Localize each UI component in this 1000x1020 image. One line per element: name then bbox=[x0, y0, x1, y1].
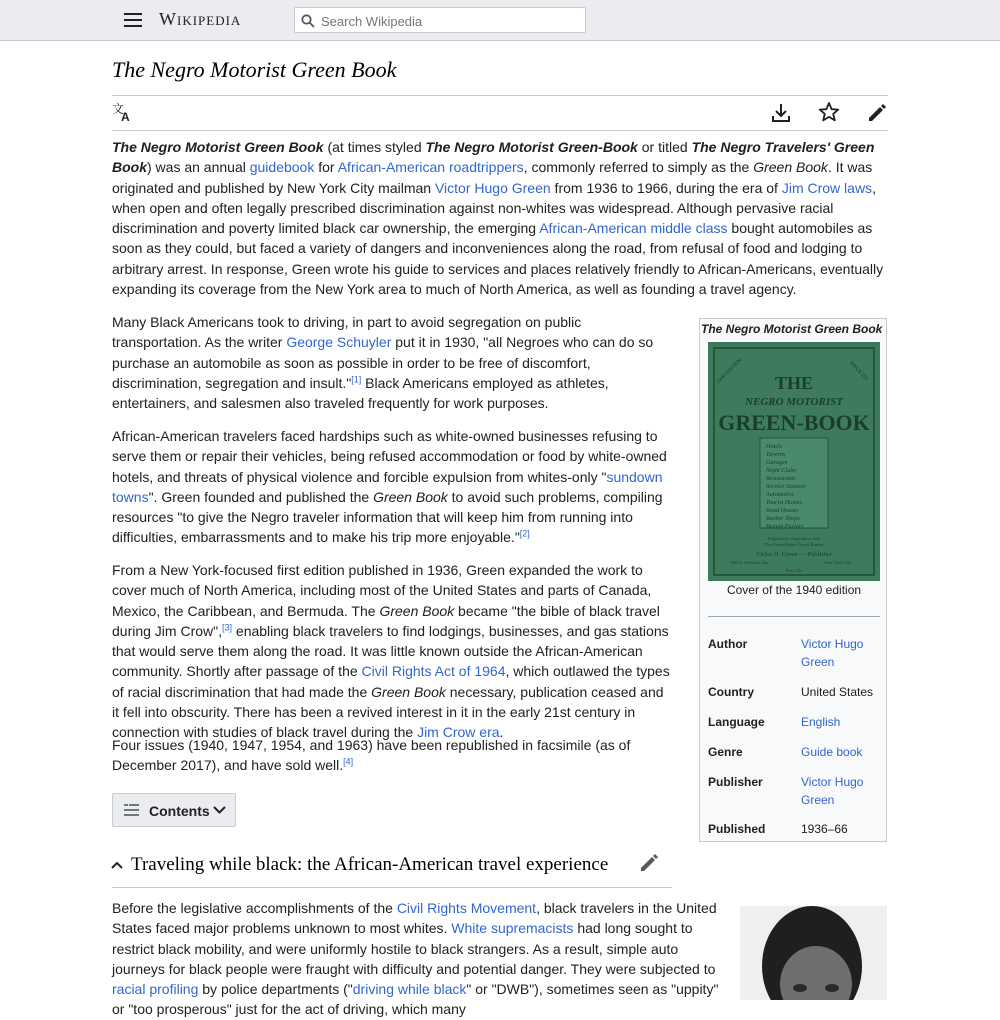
svg-text:Victor H. Green — Publisher: Victor H. Green — Publisher bbox=[756, 551, 832, 558]
svg-text:Tourist Homes: Tourist Homes bbox=[766, 499, 803, 506]
link-sundown-towns[interactable]: sundown towns bbox=[112, 468, 663, 505]
cover-line3: GREEN-BOOK bbox=[718, 410, 870, 435]
language-icon[interactable] bbox=[111, 101, 135, 125]
country-label: Country bbox=[708, 685, 754, 699]
link-african-american-middle-class[interactable]: African-American middle class bbox=[539, 220, 728, 237]
link-jim-crow-era[interactable]: Jim Crow era bbox=[417, 724, 500, 741]
svg-text:Hotels: Hotels bbox=[766, 443, 783, 450]
contents-label: Contents bbox=[149, 803, 210, 819]
download-icon[interactable] bbox=[770, 102, 794, 126]
svg-text:Garages: Garages bbox=[766, 459, 788, 466]
link-george-schuyler[interactable]: George Schuyler bbox=[286, 334, 392, 351]
edit-icon[interactable] bbox=[866, 102, 890, 126]
search-box[interactable] bbox=[294, 7, 586, 33]
section-divider bbox=[112, 887, 672, 888]
publisher-label: Publisher bbox=[708, 775, 763, 789]
cover-caption: Cover of the 1940 edition bbox=[726, 583, 862, 597]
infobox bbox=[699, 318, 887, 842]
svg-text:Restaurants: Restaurants bbox=[766, 475, 796, 482]
publisher-link[interactable]: Victor Hugo Green bbox=[801, 775, 864, 807]
intro-paragraph: The Negro Motorist Green Book (at times styled The Negro Motorist Green-Book or titled The Negro Travelers' Green Book) was an annual guidebook for African-American roadtrippers, commonly referred to simply as the Green Book. It was originated and published by New York City mailman Victor Hugo Green from 1936 to 1966, during the era of Jim Crow laws, when open and often legally prescribed discrimination against non-whites was widespread. Although pervasive racial discrimination and poverty limited black car ownership, the emerging African-American middle class bought automobiles as soon as they could, but faced a variety of dangers and inconveniences along the road, from refusal of food and lodging to arbitrary arrest. In response, Green wrote his guide to services and places relatively friendly to African-Americans, eventually expanding its coverage from the New York area to much of North America, as well as founding a travel agency. bbox=[112, 139, 884, 298]
cover-right-corner: PRICE 25c bbox=[847, 360, 870, 383]
link-white-supremacists[interactable]: White supremacists bbox=[451, 920, 574, 937]
search-input[interactable] bbox=[319, 10, 583, 32]
page-title: The Negro Motorist Green Book bbox=[112, 57, 397, 82]
svg-text:Taverns: Taverns bbox=[766, 451, 786, 458]
published-label: Published bbox=[708, 822, 766, 836]
paragraph-driving: Many Black Americans took to driving, in part to avoid segregation on public transportation. As the writer George Schuyler put it in 1930, "all Negroes who can do so purchase an automobile as soon as possible in order to be free of discomfort, discrimination, segregation and insult."[1] Black Americans employed as athletes, entertainers, and salesmen also traveled frequently for work purposes. bbox=[112, 314, 654, 412]
link-jim-crow-laws[interactable]: Jim Crow laws bbox=[781, 179, 873, 196]
portrait-photo[interactable] bbox=[740, 906, 887, 1000]
svg-text:The United States Travel Burea: The United States Travel Bureau bbox=[764, 542, 824, 547]
link-guidebook[interactable]: guidebook bbox=[249, 159, 315, 176]
published-value: 1936–66 bbox=[801, 822, 848, 836]
section-heading: Traveling while black: the African-American travel experience bbox=[131, 854, 609, 875]
svg-text:Prepared in cooperation with: Prepared in cooperation with bbox=[767, 536, 821, 541]
language-link[interactable]: English bbox=[801, 715, 841, 729]
link-civil-rights-act-1964[interactable]: Civil Rights Act of 1964 bbox=[361, 663, 506, 680]
svg-text:文: 文 bbox=[112, 102, 125, 116]
section-edit-icon[interactable] bbox=[638, 852, 662, 876]
genre-link[interactable]: Guide book bbox=[801, 745, 863, 759]
svg-text:938 St. Nicholas Ave.: 938 St. Nicholas Ave. bbox=[730, 560, 770, 565]
language-label: Language bbox=[708, 715, 765, 729]
contents-button[interactable] bbox=[112, 793, 236, 827]
svg-text:Road Houses: Road Houses bbox=[766, 507, 799, 514]
chevron-down-icon bbox=[213, 805, 226, 815]
cover-image[interactable] bbox=[708, 342, 880, 581]
reference-3[interactable]: [3] bbox=[222, 622, 233, 633]
wikipedia-wordmark[interactable]: Wikipedia bbox=[159, 9, 242, 29]
infobox-title: The Negro Motorist Green Book bbox=[701, 322, 883, 336]
link-african-american-roadtrippers[interactable]: African-American roadtrippers bbox=[337, 159, 524, 176]
reference-2[interactable]: [2] bbox=[519, 528, 530, 539]
contents-icon bbox=[124, 804, 140, 818]
svg-text:Night Clubs: Night Clubs bbox=[766, 467, 796, 474]
link-victor-hugo-green[interactable]: Victor Hugo Green bbox=[434, 179, 551, 196]
link-civil-rights-movement[interactable]: Civil Rights Movement bbox=[396, 900, 537, 916]
search-icon bbox=[301, 14, 315, 28]
cover-line1: THE bbox=[774, 373, 814, 393]
paragraph-expansion: From a New York-focused first edition published in 1936, Green expanded the work to cover much of North America, including most of the United States and parts of Canada, Mexico, the Caribbean, and Bermuda. The Green Book became "the bible of black travel during Jim Crow",[3] enabling black travelers to find lodgings, businesses, and gas stations that would serve them along the road. It was little known outside the African-American community. Shortly after passage of the Civil Rights Act of 1964, which outlawed the types of racial discrimination that had made the Green Book necessary, publication ceased and it fell into obscurity. There has been a revived interest in it in the early 21st century in connection with studies of black travel during the Jim Crow era. bbox=[112, 562, 670, 741]
author-label: Author bbox=[708, 637, 748, 651]
reference-1[interactable]: [1] bbox=[351, 374, 362, 385]
svg-text:Automotive: Automotive bbox=[766, 491, 795, 498]
link-driving-while-black[interactable]: driving while black bbox=[352, 981, 467, 998]
cover-line2: NEGRO MOTORIST bbox=[745, 396, 843, 408]
chevron-up-icon[interactable] bbox=[111, 860, 123, 870]
infobox-divider bbox=[708, 616, 880, 617]
svg-text:Service Stations: Service Stations bbox=[766, 483, 806, 490]
author-link[interactable]: Victor Hugo Green bbox=[801, 637, 864, 669]
svg-text:New York City: New York City bbox=[824, 560, 852, 565]
svg-text:A: A bbox=[121, 110, 130, 123]
genre-label: Genre bbox=[708, 745, 743, 759]
reference-4[interactable]: [4] bbox=[343, 756, 354, 767]
title-divider bbox=[112, 95, 888, 96]
star-icon[interactable] bbox=[818, 101, 842, 125]
section-paragraph: Before the legislative accomplishments of the Civil Rights Movement, black travelers in the United States faced major problems unknown to most whites. White supremacists had long sought to restrict black mobility, and were uniformly hostile to black strangers. As a result, simple auto journeys for black people were fraught with difficulty and potential danger. They were subjected to racial profiling by police departments ("driving while black" or "DWB"), sometimes seen as "uppity" or "too prosperous" just for the act of driving, which many bbox=[112, 900, 719, 1018]
svg-text:Barber Shops: Barber Shops bbox=[766, 515, 800, 522]
paragraph-hardships: African-American travelers faced hardships such as white-owned businesses refusing to serve them or repair their vehicles, being refused accommodation or food by white-owned hotels, and threats of physical violence and forcible expulsion from whites-only "sundown towns". Green founded and published the Green Book to avoid such problems, compiling resources "to give the Negro traveler information that will keep him from running into difficulties, embarrassments and to make his trip more enjoyable."[2] bbox=[112, 428, 667, 546]
top-bar bbox=[0, 0, 1000, 41]
paragraph-republished: Four issues (1940, 1947, 1954, and 1963) have been republished in facsimile (as of December 2017), and have sold well.[4] bbox=[112, 737, 631, 774]
menu-icon[interactable] bbox=[124, 13, 142, 27]
country-value: United States bbox=[801, 685, 874, 699]
actions-divider bbox=[112, 130, 888, 131]
svg-text:Beauty Parlors: Beauty Parlors bbox=[766, 523, 804, 530]
cover-left-corner: 1940 EDITION bbox=[715, 357, 744, 386]
link-racial-profiling[interactable]: racial profiling bbox=[112, 981, 199, 998]
svg-text:Price 25c: Price 25c bbox=[785, 568, 803, 573]
